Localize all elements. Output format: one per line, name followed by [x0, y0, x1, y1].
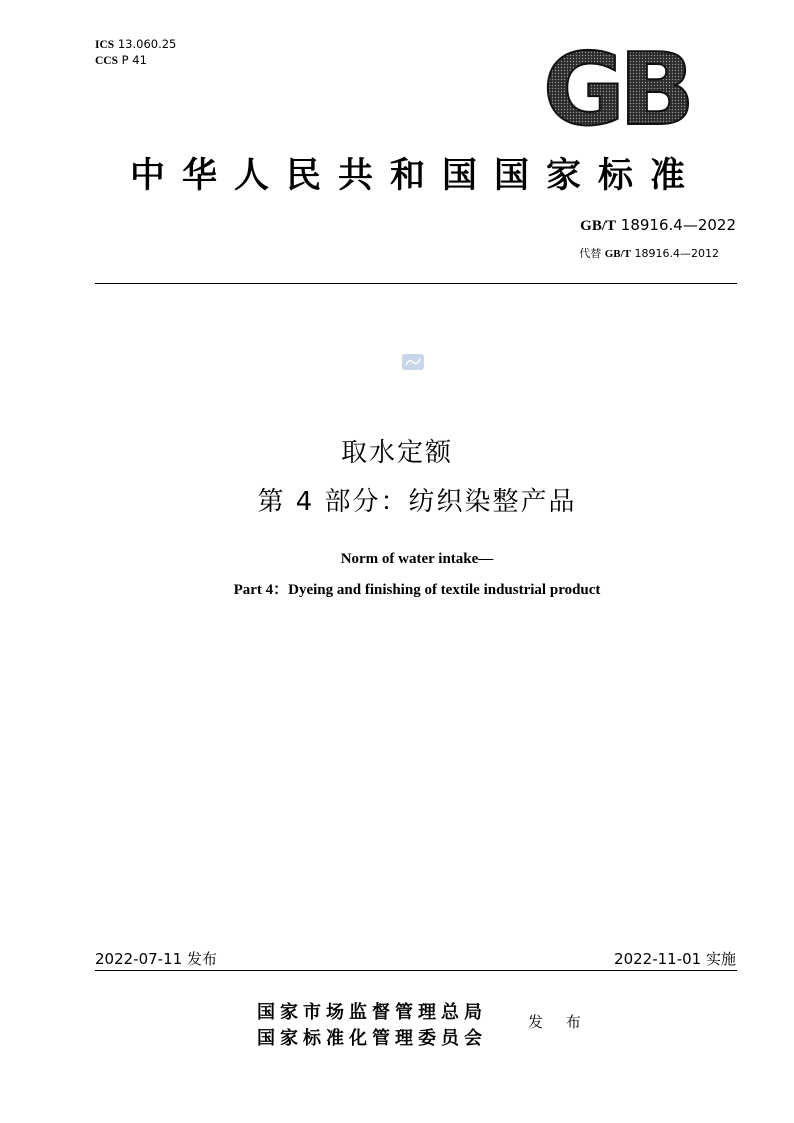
ccs-value: P 41 [121, 53, 147, 67]
issuer-samr: 国家市场监督管理总局 [257, 1002, 487, 1023]
ccs-line [95, 53, 176, 69]
title-english-part: Part 4：Dyeing and finishing of textile industrial product [233, 582, 601, 598]
standard-number [580, 216, 736, 235]
title-chinese-part: 第 4 部分：纺织染整产品 [257, 487, 577, 517]
standard-number-value: 18916.4—2022 [620, 216, 736, 234]
ccs-label: CCS [95, 55, 119, 67]
national-standard-title: 中华人民共和国国家标准 [129, 156, 702, 196]
top-divider [95, 283, 737, 284]
replaces-number: 18916.4—2012 [634, 247, 719, 260]
replaces-label: 代替 [579, 247, 602, 260]
publish-label: 发 布 [528, 1013, 590, 1031]
title-chinese-main: 取水定额 [340, 438, 453, 468]
ics-line [95, 37, 176, 53]
gb-logo-text: GB [542, 42, 690, 130]
replaces-standard [579, 245, 719, 261]
ics-value: 13.060.25 [117, 37, 177, 51]
title-english-main: Norm of water intake— [340, 551, 494, 567]
replaces-prefix: GB/T [604, 248, 632, 260]
implementation-date: 2022-11-01 实施 [614, 950, 736, 968]
issue-date: 2022-07-11 发布 [95, 950, 217, 968]
standard-prefix: GB/T [580, 218, 617, 234]
issuer-sac: 国家标准化管理委员会 [257, 1028, 487, 1049]
ics-label: ICS [95, 39, 115, 51]
classification-codes [95, 37, 176, 69]
bottom-divider [95, 970, 737, 971]
sac-watermark-icon [401, 352, 425, 372]
gb-logo [536, 42, 696, 130]
